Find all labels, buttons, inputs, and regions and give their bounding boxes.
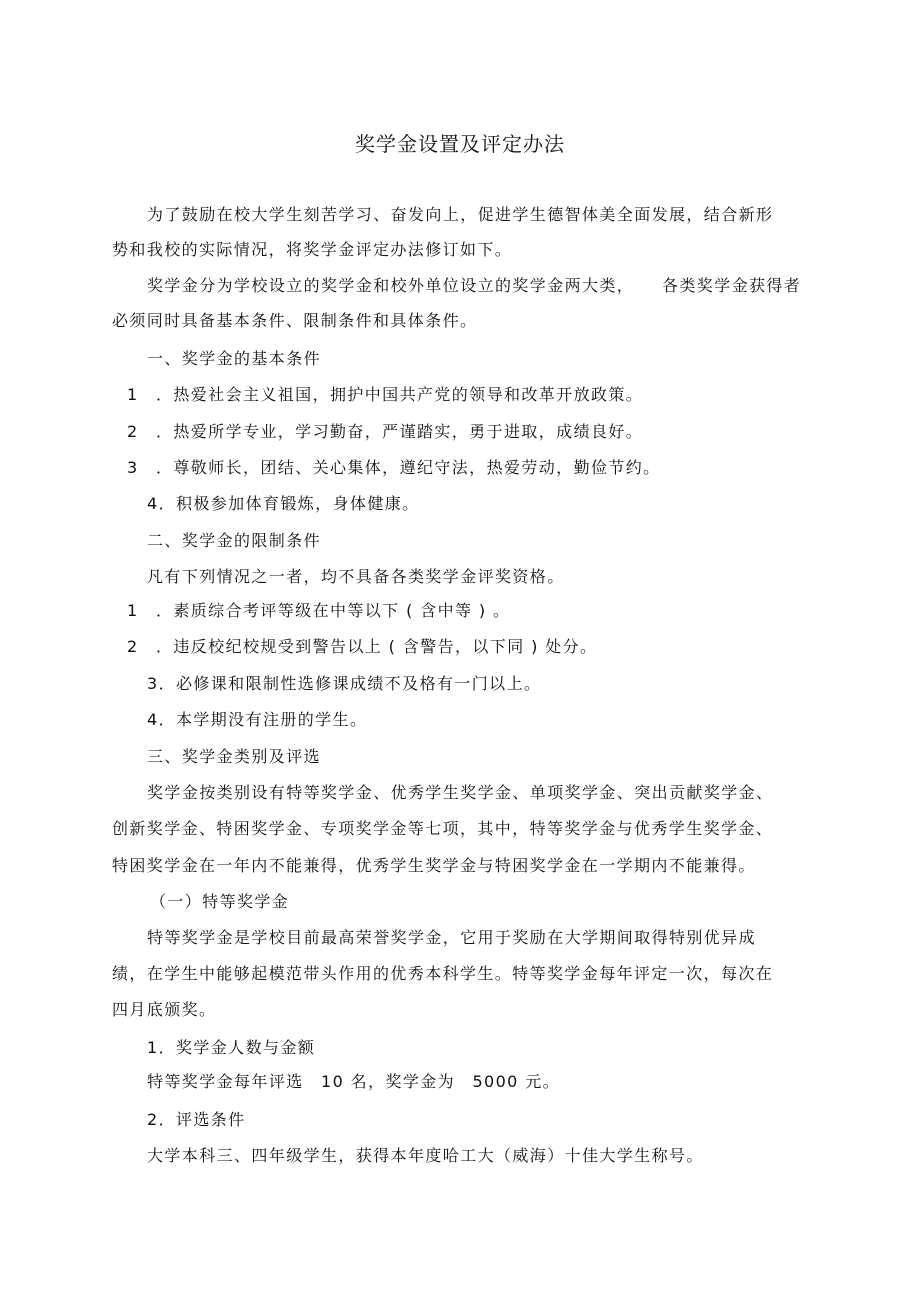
document-title: 奖学金设置及评定办法	[355, 132, 565, 156]
list-item: 3 ．尊敬师长，团结、关心集体，遵纪守法，热爱劳动，勤俭节约。	[127, 458, 661, 477]
list-item: 4．积极参加体育锻炼，身体健康。	[147, 494, 420, 513]
list-item: 2 ．违反校纪校规受到警告以上 ( 含警告，以下同 ) 处分。	[127, 637, 598, 656]
list-item: 2 ．热爱所学专业，学习勤奋，严谨踏实，勇于进取，成绩良好。	[127, 422, 644, 441]
paragraph-line: 特困奖学金在一年内不能兼得，优秀学生奖学金与特困奖学金在一学期内不能兼得。	[112, 856, 756, 875]
paragraph-line: 特等奖学金是学校目前最高荣誉奖学金，它用于奖励在大学期间取得特别优异成	[147, 928, 757, 947]
list-item: 1 ．素质综合考评等级在中等以下 ( 含中等 ) 。	[127, 601, 511, 620]
paragraph-line: 必须同时具备基本条件、限制条件和具体条件。	[112, 311, 478, 330]
list-item: 3．必修课和限制性选修课成绩不及格有一门以上。	[147, 674, 542, 693]
section-heading: 二、奖学金的限制条件	[147, 531, 322, 550]
section-heading: 三、奖学金类别及评选	[147, 747, 322, 766]
paragraph-line: 绩，在学生中能够起模范带头作用的优秀本科学生。特等奖学金每年评定一次，每次在	[112, 964, 774, 983]
paragraph-line: 凡有下列情况之一者，均不具备各类奖学金评奖资格。	[147, 567, 565, 586]
paragraph-line: 四月底颁奖。	[112, 1000, 217, 1019]
subsection-heading: （一）特等奖学金	[150, 892, 290, 911]
list-item: 2．评选条件	[147, 1110, 246, 1129]
paragraph-line: 为了鼓励在校大学生刻苦学习、奋发向上，促进学生德智体美全面发展，结合新形	[147, 205, 774, 224]
section-heading: 一、奖学金的基本条件	[147, 349, 322, 368]
list-item: 1 ．热爱社会主义祖国，拥护中国共产党的领导和改革开放政策。	[127, 385, 644, 404]
list-item: 1．奖学金人数与金额	[147, 1038, 316, 1057]
paragraph-line: 各类奖学金获得者	[662, 276, 802, 295]
paragraph-line: 奖学金按类别设有特等奖学金、优秀学生奖学金、单项奖学金、突出贡献奖学金、	[147, 783, 774, 802]
paragraph-line: 创新奖学金、特困奖学金、专项奖学金等七项，其中，特等奖学金与优秀学生奖学金、	[112, 819, 774, 838]
paragraph-line: 势和我校的实际情况，将奖学金评定办法修订如下。	[112, 240, 513, 259]
list-item: 4．本学期没有注册的学生。	[147, 710, 368, 729]
paragraph-line: 特等奖学金每年评选 10 名，奖学金为 5000 元。	[147, 1072, 561, 1091]
paragraph-line: 大学本科三、四年级学生，获得本年度哈工大（威海）十佳大学生称号。	[147, 1146, 704, 1165]
paragraph-line: 奖学金分为学校设立的奖学金和校外单位设立的奖学金两大类，	[147, 276, 635, 295]
